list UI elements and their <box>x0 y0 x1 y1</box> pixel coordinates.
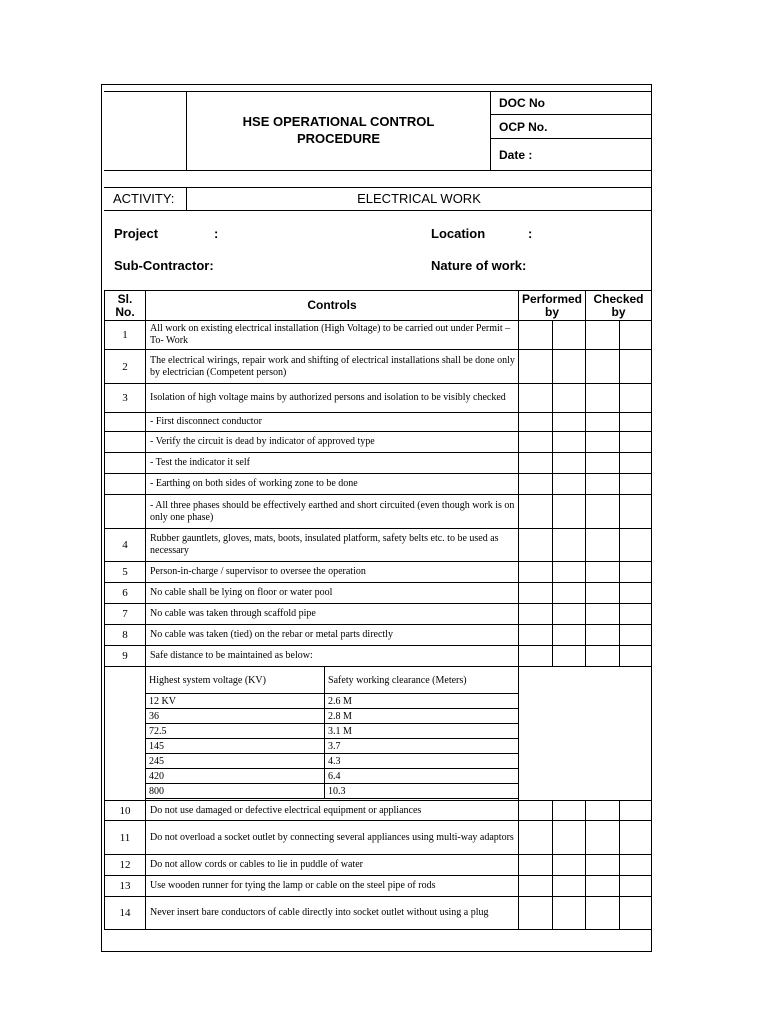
row-number: 5 <box>105 562 146 583</box>
performed-by-cell-b[interactable] <box>553 453 586 474</box>
performed-by-cell-a[interactable] <box>519 384 553 413</box>
col-performed-line1: Performed <box>521 291 583 306</box>
table-row <box>105 801 652 821</box>
table-row <box>105 855 652 876</box>
performed-by-cell-a[interactable] <box>519 583 553 604</box>
row-number: 12 <box>105 855 146 876</box>
control-text: - Test the indicator it self <box>146 453 519 474</box>
voltage-clearance: 2.6 M <box>325 694 518 709</box>
voltage-table-row <box>105 667 652 801</box>
row-number: 2 <box>105 350 146 384</box>
performed-by-cell-a[interactable] <box>519 876 553 897</box>
voltage-header-row <box>146 667 518 694</box>
row-number: 1 <box>105 321 146 350</box>
performed-by-cell-a[interactable] <box>519 413 553 432</box>
performed-by-cell-b[interactable] <box>553 583 586 604</box>
performed-by-cell-b[interactable] <box>553 321 586 350</box>
performed-by-cell-a[interactable] <box>519 625 553 646</box>
control-text: No cable was taken through scaffold pipe <box>146 604 519 625</box>
voltage-kv: 800 <box>146 784 325 799</box>
voltage-kv: 145 <box>146 739 325 754</box>
col-checked-line1: Checked <box>593 291 644 306</box>
performed-by-cell-b[interactable] <box>553 350 586 384</box>
control-text: Do not use damaged or defective electrical equipment or appliances <box>146 801 519 821</box>
control-text: Safe distance to be maintained as below: <box>146 646 519 667</box>
voltage-clearance: 4.3 <box>325 754 518 769</box>
control-text: No cable shall be lying on floor or water pool <box>146 583 519 604</box>
voltage-row <box>146 739 518 754</box>
performed-by-cell-b[interactable] <box>553 562 586 583</box>
performed-by-cell-b[interactable] <box>553 529 586 562</box>
table-row <box>105 897 652 930</box>
table-row <box>105 413 652 432</box>
control-text: No cable was taken (tied) on the rebar or metal parts directly <box>146 625 519 646</box>
col-sl-no-line2: No. <box>115 304 135 319</box>
voltage-clearance-header: Safety working clearance (Meters) <box>325 667 518 694</box>
row-number: 4 <box>105 529 146 562</box>
row-number <box>105 453 146 474</box>
performed-by-cell-b[interactable] <box>553 413 586 432</box>
performed-by-cell-b[interactable] <box>553 474 586 495</box>
voltage-sl-cell <box>105 667 146 801</box>
table-header-row <box>105 291 652 321</box>
table-row <box>105 583 652 604</box>
control-text: - Verify the circuit is dead by indicator of approved type <box>146 432 519 453</box>
checked-by-cell-a[interactable] <box>586 321 620 350</box>
performed-by-cell-b[interactable] <box>553 855 586 876</box>
checked-by-cell-a[interactable] <box>586 432 620 453</box>
performed-by-cell-b[interactable] <box>553 821 586 855</box>
voltage-kv: 12 KV <box>146 694 325 709</box>
performed-by-cell-a[interactable] <box>519 604 553 625</box>
performed-by-cell-b[interactable] <box>553 876 586 897</box>
performed-by-cell-a[interactable] <box>519 646 553 667</box>
ocp-no-field <box>491 115 651 139</box>
checked-by-cell-a[interactable] <box>586 876 620 897</box>
performed-by-cell-b[interactable] <box>553 646 586 667</box>
voltage-signoff-cell <box>519 667 652 801</box>
checked-by-cell-b[interactable] <box>620 562 652 583</box>
checked-by-cell-b[interactable] <box>620 321 652 350</box>
checked-by-cell-a[interactable] <box>586 495 620 529</box>
checked-by-cell-a[interactable] <box>586 821 620 855</box>
control-text: - All three phases should be effectively earthed and short circuited (even though work is on only one phase) <box>146 495 519 529</box>
control-text: Never insert bare conductors of cable directly into socket outlet without using a plug <box>146 897 519 930</box>
table-row <box>105 432 652 453</box>
table-row <box>105 604 652 625</box>
checked-by-cell-b[interactable] <box>620 432 652 453</box>
row-number <box>105 413 146 432</box>
performed-by-cell-a[interactable] <box>519 529 553 562</box>
row-number: 13 <box>105 876 146 897</box>
col-sl-no-line1: Sl. <box>117 291 133 306</box>
checked-by-cell-b[interactable] <box>620 646 652 667</box>
checked-by-cell-a[interactable] <box>586 474 620 495</box>
document-title-line2: PROCEDURE <box>296 131 381 146</box>
control-text: Use wooden runner for tying the lamp or cable on the steel pipe of rods <box>146 876 519 897</box>
checked-by-cell-a[interactable] <box>586 562 620 583</box>
document-title <box>187 113 490 147</box>
checked-by-cell-b[interactable] <box>620 453 652 474</box>
checked-by-cell-b[interactable] <box>620 604 652 625</box>
voltage-row <box>146 709 518 724</box>
checked-by-cell-a[interactable] <box>586 583 620 604</box>
voltage-row <box>146 694 518 709</box>
checked-by-cell-b[interactable] <box>620 625 652 646</box>
performed-by-cell-a[interactable] <box>519 350 553 384</box>
date-label: Date : <box>499 148 533 162</box>
control-text: Person-in-charge / supervisor to oversee the operation <box>146 562 519 583</box>
control-text: Rubber gauntlets, gloves, mats, boots, insulated platform, safety belts etc. to be used as necessary <box>146 529 519 562</box>
performed-by-cell-b[interactable] <box>553 801 586 821</box>
performed-by-cell-a[interactable] <box>519 495 553 529</box>
document-title-line1: HSE OPERATIONAL CONTROL <box>242 114 435 129</box>
checked-by-cell-b[interactable] <box>620 384 652 413</box>
activity-value: ELECTRICAL WORK <box>357 191 481 206</box>
performed-by-cell-a[interactable] <box>519 321 553 350</box>
checked-by-cell-b[interactable] <box>620 474 652 495</box>
voltage-kv: 36 <box>146 709 325 724</box>
voltage-kv: 420 <box>146 769 325 784</box>
table-row <box>105 562 652 583</box>
col-checked-line2: by <box>611 304 626 319</box>
checked-by-cell-b[interactable] <box>620 855 652 876</box>
performed-by-cell-a[interactable] <box>519 562 553 583</box>
table-row <box>105 625 652 646</box>
table-row <box>105 876 652 897</box>
performed-by-cell-a[interactable] <box>519 801 553 821</box>
row-number: 9 <box>105 646 146 667</box>
checked-by-cell-a[interactable] <box>586 646 620 667</box>
project-label: Project <box>114 226 159 241</box>
col-performed-by-header <box>519 291 586 321</box>
row-number <box>105 432 146 453</box>
voltage-kv: 72.5 <box>146 724 325 739</box>
performed-by-cell-b[interactable] <box>553 625 586 646</box>
voltage-row <box>146 784 518 799</box>
table-row <box>105 495 652 529</box>
row-number: 14 <box>105 897 146 930</box>
performed-by-cell-b[interactable] <box>553 604 586 625</box>
performed-by-cell-a[interactable] <box>519 474 553 495</box>
checked-by-cell-b[interactable] <box>620 801 652 821</box>
col-performed-line2: by <box>544 304 559 319</box>
date-field <box>491 139 651 171</box>
subcontractor-label: Sub-Contractor: <box>114 258 214 273</box>
control-text: - First disconnect conductor <box>146 413 519 432</box>
performed-by-cell-b[interactable] <box>553 384 586 413</box>
table-row <box>105 529 652 562</box>
voltage-clearance: 3.7 <box>325 739 518 754</box>
control-text: Isolation of high voltage mains by authorized persons and isolation to be visibly checked <box>146 384 519 413</box>
control-text: Do not allow cords or cables to lie in puddle of water <box>146 855 519 876</box>
location-colon: : <box>528 226 533 241</box>
performed-by-cell-a[interactable] <box>519 821 553 855</box>
checked-by-cell-b[interactable] <box>620 876 652 897</box>
voltage-clearance: 6.4 <box>325 769 518 784</box>
checked-by-cell-a[interactable] <box>586 855 620 876</box>
checked-by-cell-b[interactable] <box>620 529 652 562</box>
checked-by-cell-a[interactable] <box>586 453 620 474</box>
checked-by-cell-a[interactable] <box>586 801 620 821</box>
voltage-clearance: 2.8 M <box>325 709 518 724</box>
row-number: 8 <box>105 625 146 646</box>
col-controls-header: Controls <box>146 291 519 321</box>
checked-by-cell-b[interactable] <box>620 413 652 432</box>
checked-by-cell-b[interactable] <box>620 583 652 604</box>
checked-by-cell-a[interactable] <box>586 604 620 625</box>
nature-of-work-label: Nature of work: <box>431 258 527 273</box>
performed-by-cell-a[interactable] <box>519 432 553 453</box>
row-number <box>105 495 146 529</box>
performed-by-cell-a[interactable] <box>519 897 553 930</box>
row-number: 3 <box>105 384 146 413</box>
doc-no-field <box>491 91 651 115</box>
performed-by-cell-b[interactable] <box>553 432 586 453</box>
voltage-kv: 245 <box>146 754 325 769</box>
row-number: 7 <box>105 604 146 625</box>
controls-table <box>104 290 652 930</box>
doc-no-label: DOC No <box>499 95 545 110</box>
checked-by-cell-a[interactable] <box>586 897 620 930</box>
table-row <box>105 474 652 495</box>
table-row <box>105 384 652 413</box>
voltage-clearance: 10.3 <box>325 784 518 799</box>
performed-by-cell-b[interactable] <box>553 495 586 529</box>
checked-by-cell-a[interactable] <box>586 413 620 432</box>
voltage-row <box>146 754 518 769</box>
project-colon: : <box>214 226 219 241</box>
checked-by-cell-b[interactable] <box>620 821 652 855</box>
performed-by-cell-b[interactable] <box>553 897 586 930</box>
col-checked-by-header <box>586 291 652 321</box>
performed-by-cell-a[interactable] <box>519 855 553 876</box>
control-text: The electrical wirings, repair work and shifting of electrical installations shall be done only by electrician (Competent person) <box>146 350 519 384</box>
checked-by-cell-b[interactable] <box>620 350 652 384</box>
voltage-table-cell <box>146 667 519 801</box>
table-row <box>105 321 652 350</box>
table-row <box>105 453 652 474</box>
voltage-clearance: 3.1 M <box>325 724 518 739</box>
activity-label: ACTIVITY: <box>113 191 175 206</box>
performed-by-cell-a[interactable] <box>519 453 553 474</box>
ocp-no-label: OCP No. <box>499 119 548 134</box>
checked-by-cell-a[interactable] <box>586 625 620 646</box>
control-text: Do not overload a socket outlet by connecting several appliances using multi-way adaptors <box>146 821 519 855</box>
row-number: 6 <box>105 583 146 604</box>
table-row <box>105 821 652 855</box>
checked-by-cell-a[interactable] <box>586 529 620 562</box>
location-label: Location <box>431 226 486 241</box>
col-sl-no-header <box>105 291 146 321</box>
checked-by-cell-b[interactable] <box>620 897 652 930</box>
row-number <box>105 474 146 495</box>
row-number: 11 <box>105 821 146 855</box>
row-number: 10 <box>105 801 146 821</box>
table-row <box>105 646 652 667</box>
voltage-row <box>146 769 518 784</box>
checked-by-cell-b[interactable] <box>620 495 652 529</box>
checked-by-cell-a[interactable] <box>586 350 620 384</box>
control-text: - Earthing on both sides of working zone to be done <box>146 474 519 495</box>
control-text: All work on existing electrical installation (High Voltage) to be carried out under Permit –To- Work <box>146 321 519 350</box>
table-row <box>105 350 652 384</box>
voltage-clearance-table <box>146 667 518 799</box>
voltage-kv-header: Highest system voltage (KV) <box>146 667 325 694</box>
voltage-row <box>146 724 518 739</box>
checked-by-cell-a[interactable] <box>586 384 620 413</box>
